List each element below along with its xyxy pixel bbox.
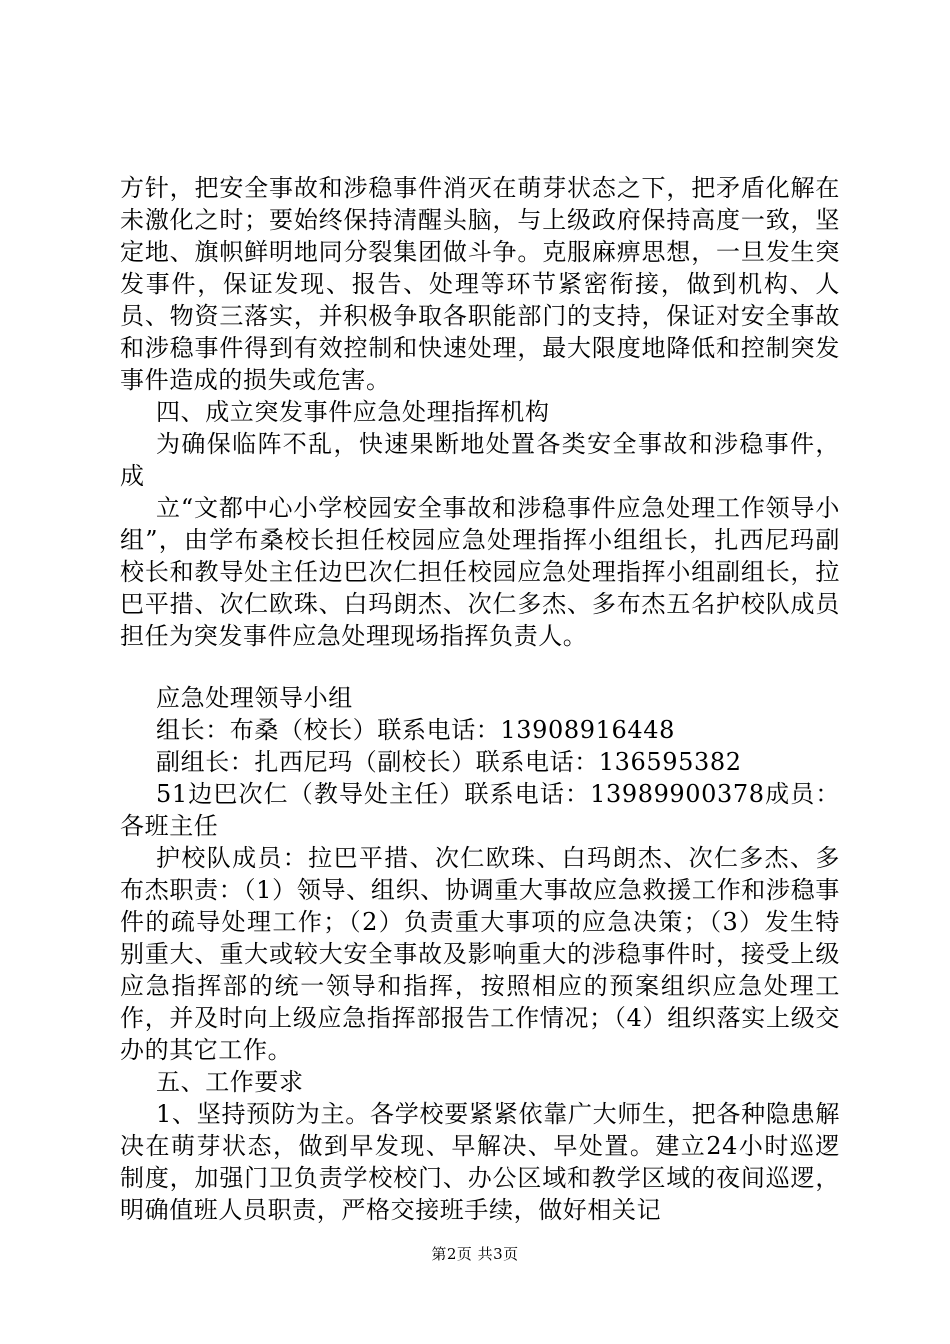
deputy-leader-2-line: 51边巴次仁（教导处主任）联系电话：13989900378成员：各班主任 — [120, 780, 840, 840]
document-body — [120, 172, 840, 1226]
section-heading-5: 五、工作要求 — [156, 1068, 304, 1096]
paragraph-prevention: 1、坚持预防为主。各学校要紧紧依靠广大师生，把各种隐患解决在萌芽状态，做到早发现、早解决、早处置。建立24小时巡逻制度，加强门卫负责学校校门、办公区域和教学区域的夜间巡逻，明确值班人员职责，严格交接班手续，做好相关记 — [120, 1100, 840, 1224]
paragraph-duties: 护校队成员：拉巴平措、次仁欧珠、白玛朗杰、次仁多杰、多布杰职责：（1）领导、组织、协调重大事故应急救援工作和涉稳事件的疏导处理工作；（2）负责重大事项的应急决策；（3）发生特别重大、重大或较大安全事故及影响重大的涉稳事件时，接受上级应急指挥部的统一领导和指挥，按照相应的预案组织应急处理工作，并及时向上级应急指挥部报告工作情况；（4）组织落实上级交办的其它工作。 — [120, 844, 840, 1064]
paragraph-policy-continuation: 方针，把安全事故和涉稳事件消灭在萌芽状态之下，把矛盾化解在未激化之时；要始终保持清醒头脑，与上级政府保持高度一致，坚定地、旗帜鲜明地同分裂集团做斗争。克服麻痹思想，一旦发生突发事件，保证发现、报告、处理等环节紧密衔接，做到机构、人员、物资三落实，并积极争取各职能部门的支持，保证对安全事故和涉稳事件得到有效控制和快速处理，最大限度地降低和控制突发事件造成的损失或危害。 — [120, 174, 840, 394]
section-heading-4: 四、成立突发事件应急处理指挥机构 — [156, 398, 550, 426]
paragraph-leadership-group: 立“文都中心小学校园安全事故和涉稳事件应急处理工作领导小组”，由学布桑校长担任校园应急处理指挥小组组长，扎西尼玛副校长和教导处主任边巴次仁担任校园应急处理指挥小组副组长，拉巴平措、次仁欧珠、白玛朗杰、次仁多杰、多布杰五名护校队成员担任为突发事件应急处理现场指挥负责人。 — [120, 494, 840, 650]
paragraph-purpose: 为确保临阵不乱，快速果断地处置各类安全事故和涉稳事件，成 — [120, 430, 840, 490]
page-footer: 第2页 共3页 — [431, 1245, 519, 1263]
group-leader-line: 组长：布桑（校长）联系电话：13908916448 — [156, 716, 675, 744]
deputy-leader-line: 副组长：扎西尼玛（副校长）联系电话：136595382 — [156, 748, 742, 776]
leadership-group-title: 应急处理领导小组 — [156, 684, 353, 712]
